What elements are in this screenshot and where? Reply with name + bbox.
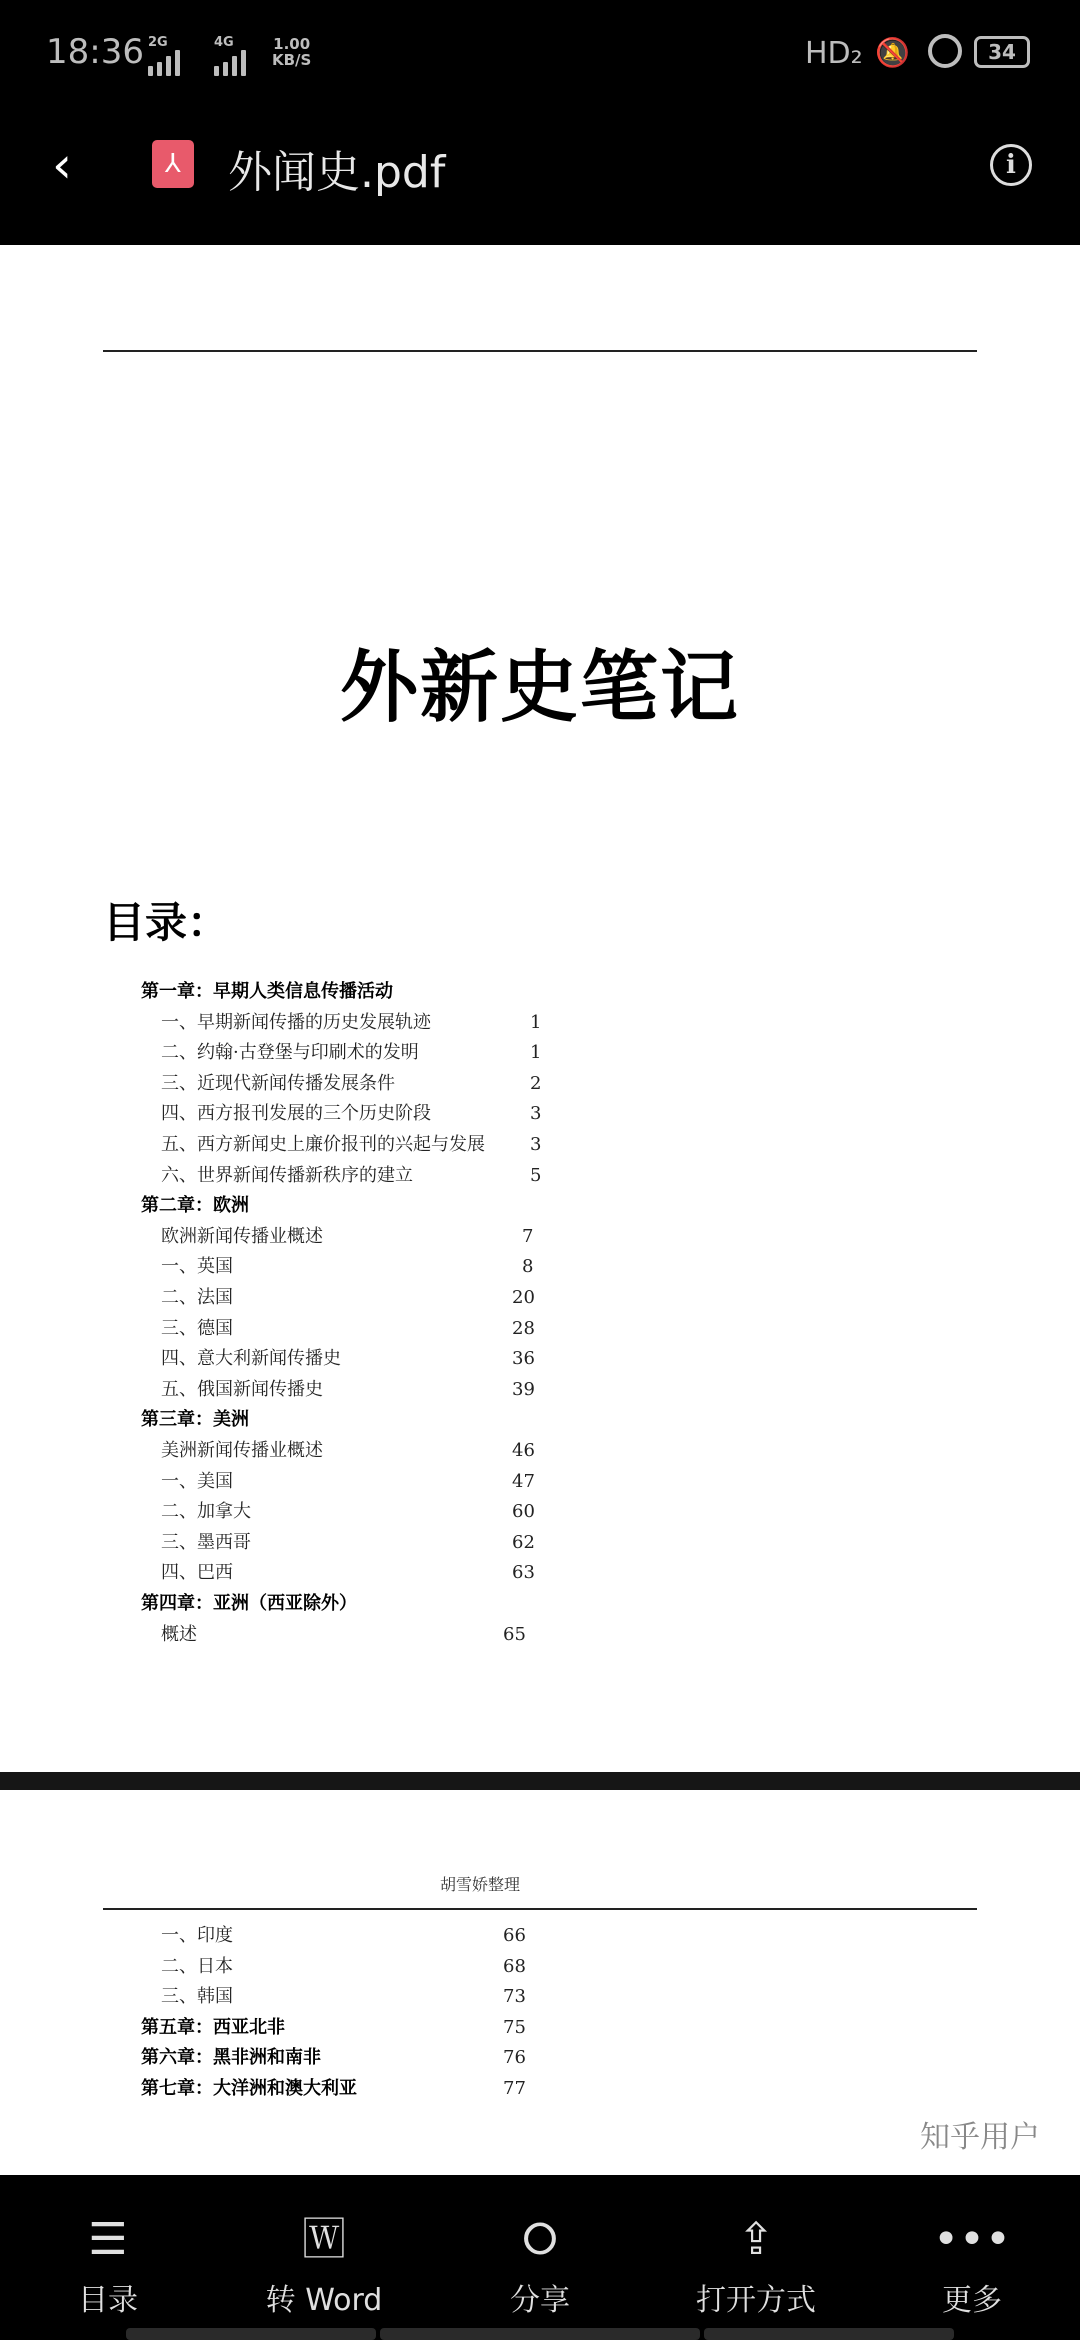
nav-handle xyxy=(704,2328,954,2340)
open-with-button[interactable] xyxy=(648,2175,864,2325)
status-bar xyxy=(0,0,1080,100)
sim1-label: 2G xyxy=(148,35,168,50)
toc-entry[interactable]: 四、意大利新闻传播史 xyxy=(161,1348,341,1370)
toc-page-number: 2 xyxy=(530,1072,542,1094)
toc-entry[interactable]: 美洲新闻传播业概述 xyxy=(161,1440,323,1461)
toc-page-number: 8 xyxy=(522,1256,534,1278)
share-button[interactable] xyxy=(432,2175,648,2325)
toc-page-number: 3 xyxy=(530,1103,542,1125)
toc-page-number: 66 xyxy=(503,1925,526,1946)
toc-entry[interactable]: 三、近现代新闻传播发展条件 xyxy=(161,1072,395,1094)
toc-chapter[interactable]: 第二章：欧洲 xyxy=(141,1195,249,1217)
toc-page-number: 5 xyxy=(530,1164,542,1186)
open-with-icon: ⇪ xyxy=(737,2214,775,2265)
back-icon[interactable]: ‹ xyxy=(52,136,72,194)
toc-entry[interactable]: 欧洲新闻传播业概述 xyxy=(161,1225,323,1247)
pdf-file-icon: ⅄ xyxy=(152,140,194,188)
speed-unit: KB/S xyxy=(272,51,312,69)
toc-page-number: 20 xyxy=(512,1287,535,1308)
clock: 18:36 xyxy=(46,32,144,72)
toc-page-number: 47 xyxy=(512,1470,535,1492)
toc-page-number: 7 xyxy=(522,1225,534,1247)
share-icon: ⭘ xyxy=(522,2214,558,2265)
toc-entry[interactable]: 四、西方报刊发展的三个历史阶段 xyxy=(161,1103,431,1125)
speed-value: 1.00 xyxy=(273,35,311,53)
toc-chapter[interactable]: 第七章：大洋洲和澳大利亚 xyxy=(141,2077,357,2099)
toc-heading: 目录： xyxy=(103,898,230,947)
toc-entry[interactable]: 三、德国 xyxy=(161,1317,233,1339)
toc-chapter[interactable]: 第五章：西亚北非 xyxy=(141,2016,285,2038)
pdf-page-1[interactable] xyxy=(0,245,1080,1772)
toc-entry[interactable]: 一、美国 xyxy=(161,1470,233,1492)
toc-page-number: 1 xyxy=(530,1011,542,1033)
toc-page-number: 36 xyxy=(512,1348,535,1370)
network-speed xyxy=(272,36,311,68)
watermark: 知乎用户 xyxy=(920,2120,1040,2155)
battery-icon: 34 xyxy=(974,36,1030,68)
toc-button[interactable] xyxy=(0,2175,216,2325)
toc-page-number: 73 xyxy=(503,1986,526,2007)
document-title: 外新史笔记 xyxy=(339,643,740,733)
app-toolbar xyxy=(0,100,1080,245)
signal-icon xyxy=(214,50,246,76)
toc-page-number: 62 xyxy=(512,1531,535,1553)
toc-page-number: 63 xyxy=(512,1562,535,1584)
toc-page-number: 68 xyxy=(503,1955,526,1977)
bottom-action-bar xyxy=(0,2175,1080,2340)
sim2-label: 4G xyxy=(214,35,234,50)
page-separator xyxy=(0,1772,1080,1790)
toc-entry[interactable]: 五、西方新闻史上廉价报刊的兴起与发展 xyxy=(161,1134,485,1155)
alarm-icon xyxy=(928,34,962,68)
toc-entry[interactable]: 三、墨西哥 xyxy=(161,1531,251,1553)
header-rule xyxy=(103,350,977,352)
toc-icon: ☰ xyxy=(88,2214,128,2265)
toc-page-number: 65 xyxy=(503,1623,526,1645)
toc-entry[interactable]: 三、韩国 xyxy=(161,1986,233,2007)
toc-page-number: 28 xyxy=(512,1317,535,1339)
toc-entry[interactable]: 五、俄国新闻传播史 xyxy=(161,1378,323,1400)
toc-chapter[interactable]: 第三章：美洲 xyxy=(141,1409,249,1431)
more-icon: ••• xyxy=(933,2214,1011,2265)
toc-chapter[interactable]: 第六章：黑非洲和南非 xyxy=(141,2047,321,2068)
toc-entry[interactable]: 一、早期新闻传播的历史发展轨迹 xyxy=(161,1011,431,1033)
info-icon[interactable]: i xyxy=(990,144,1032,186)
toc-entry[interactable]: 六、世界新闻传播新秩序的建立 xyxy=(161,1164,413,1186)
toc-entry[interactable]: 二、约翰·古登堡与印刷术的发明 xyxy=(161,1042,419,1064)
nav-handle xyxy=(380,2328,700,2340)
signal-icon xyxy=(148,50,180,76)
convert-word-button[interactable] xyxy=(216,2175,432,2325)
toc-page-number: 75 xyxy=(503,2016,526,2038)
header-rule xyxy=(103,1908,977,1910)
toc-chapter[interactable]: 第一章：早期人类信息传播活动 xyxy=(141,981,393,1002)
word-icon: 🅆 xyxy=(302,2214,346,2265)
share-label: 分享 xyxy=(510,2283,570,2318)
mute-icon: 🔕 xyxy=(875,36,910,69)
toc-chapter[interactable]: 第四章：亚洲（西亚除外） xyxy=(141,1593,357,1614)
more-label: 更多 xyxy=(942,2283,1002,2318)
toc-entry[interactable]: 一、印度 xyxy=(161,1925,233,1946)
pdf-page-2[interactable] xyxy=(0,1790,1080,2175)
toc-entry[interactable]: 一、英国 xyxy=(161,1256,233,1278)
toc-page-number: 3 xyxy=(530,1134,542,1155)
more-button[interactable] xyxy=(864,2175,1080,2325)
toc-entry[interactable]: 二、加拿大 xyxy=(161,1501,251,1523)
hd-indicator: HD₂ xyxy=(805,36,863,71)
page-header-byline: 胡雪娇整理 xyxy=(439,1875,520,1894)
toc-page-number: 39 xyxy=(512,1378,535,1400)
toc-page-number: 76 xyxy=(503,2047,526,2068)
toc-page-number: 77 xyxy=(503,2077,526,2099)
toc-page-number: 60 xyxy=(512,1501,535,1523)
toc-page-number: 46 xyxy=(512,1440,535,1461)
nav-handle xyxy=(126,2328,376,2340)
toc-entry[interactable]: 四、巴西 xyxy=(161,1562,233,1584)
toc-entry[interactable]: 二、法国 xyxy=(161,1287,233,1308)
toc-page-number: 1 xyxy=(530,1042,542,1064)
open-with-label: 打开方式 xyxy=(696,2283,816,2318)
toc-entry[interactable]: 二、日本 xyxy=(161,1955,233,1977)
file-title: 外闻史.pdf xyxy=(228,147,446,198)
convert-word-label: 转 Word xyxy=(265,2283,383,2318)
toc-entry[interactable]: 概述 xyxy=(161,1623,197,1645)
toc-label: 目录 xyxy=(78,2283,138,2318)
